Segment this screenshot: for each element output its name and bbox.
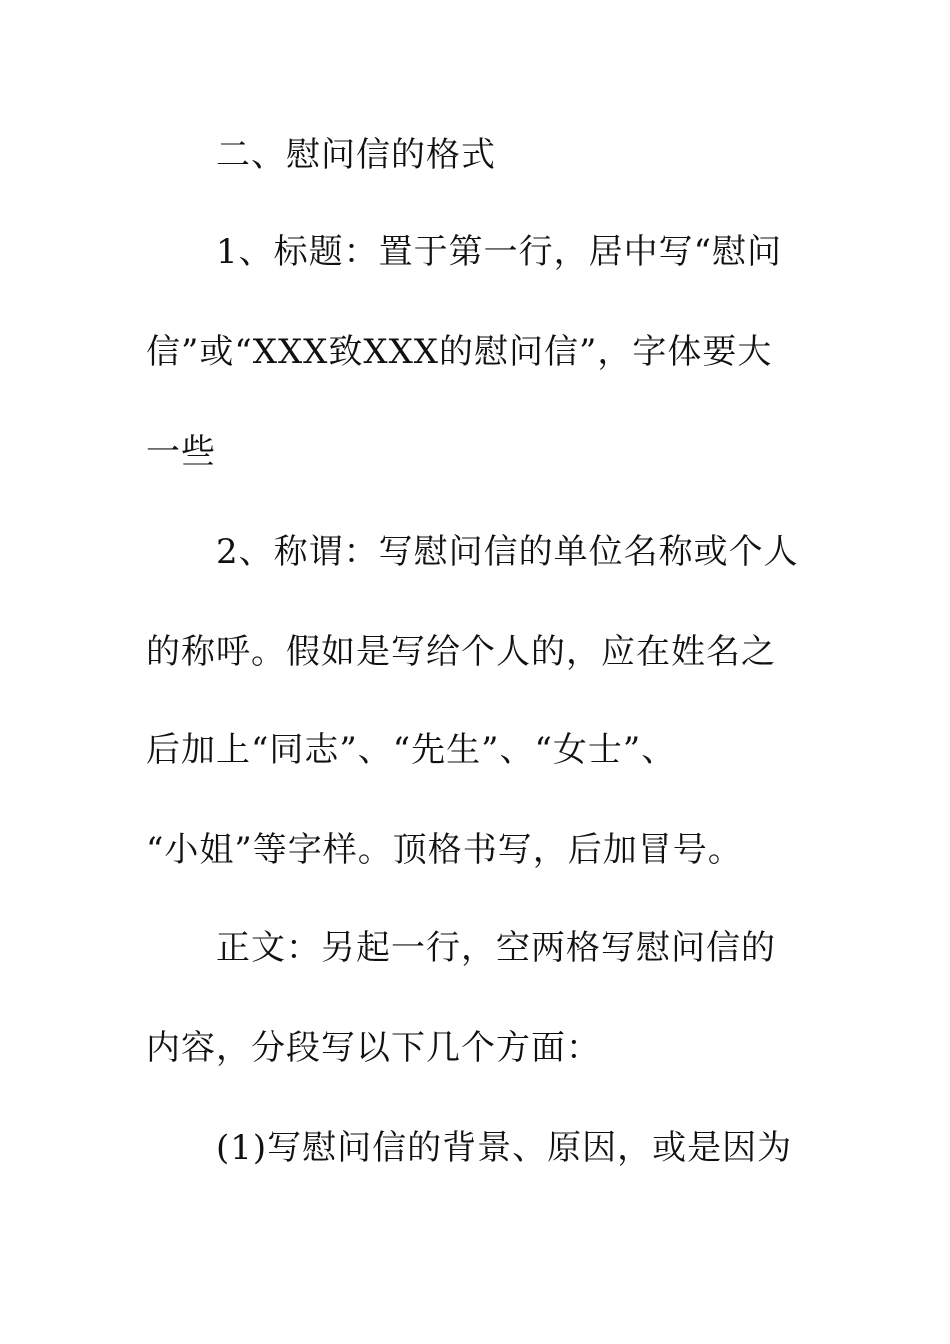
paragraph-line: 信”或“XXX致XXX的慰问信”，字体要大 xyxy=(146,332,773,372)
paragraph-line: 的称呼。假如是写给个人的，应在姓名之 xyxy=(146,632,776,672)
paragraph-line: (1)写慰问信的背景、原因，或是因为 xyxy=(216,1128,793,1168)
section-heading: 二、慰问信的格式 xyxy=(216,135,496,175)
paragraph-line: 2、称谓：写慰问信的单位名称或个人 xyxy=(216,532,799,572)
paragraph-line: 内容，分段写以下几个方面： xyxy=(146,1028,601,1068)
paragraph-line: 正文：另起一行，空两格写慰问信的 xyxy=(216,928,776,968)
paragraph-line: 一些 xyxy=(146,432,216,472)
paragraph-line: 1、标题：置于第一行，居中写“慰问 xyxy=(216,232,783,272)
paragraph-line: “小姐”等字样。顶格书写，后加冒号。 xyxy=(146,830,743,870)
paragraph-line: 后加上“同志”、“先生”、“女士”、 xyxy=(146,730,677,770)
